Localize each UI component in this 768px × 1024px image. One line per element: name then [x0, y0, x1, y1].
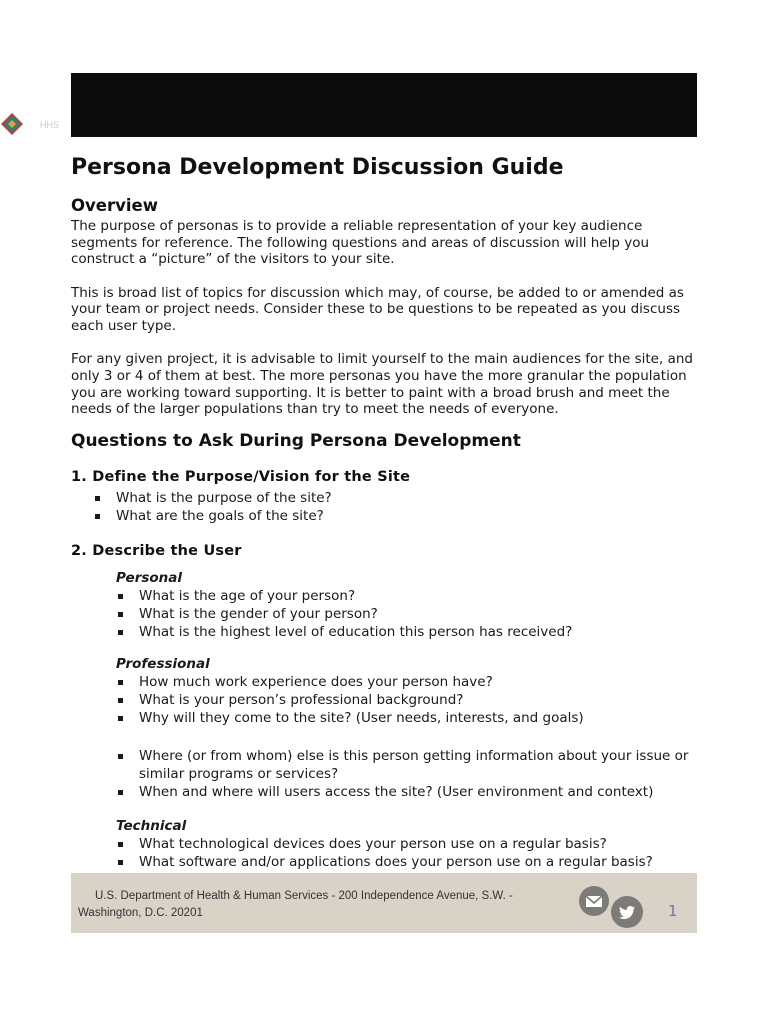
personal-label: Personal [116, 570, 183, 587]
overview-paragraph-2: This is broad list of topics for discussion which may, of course, be added to or amended as your team or project needs. Consider these to be questions to be repeated as you discuss each user type. [71, 284, 684, 335]
twitter-icon[interactable] [611, 896, 643, 928]
list-item: What are the goals of the site? [71, 507, 697, 525]
page-footer [71, 873, 697, 933]
list-item: How much work experience does your person have? [116, 673, 697, 691]
hhs-logo-icon [0, 112, 24, 136]
personal-group [116, 569, 697, 871]
list-item: What is the age of your person? [116, 587, 697, 605]
list-item: What technological devices does your person use on a regular basis? [116, 835, 697, 853]
list-item: What software and/or applications does your person use on a regular basis? [116, 853, 697, 871]
technical-label: Technical [116, 818, 187, 835]
footer-address: U.S. Department of Health & Human Services - 200 Independence Avenue, S.W. - Washington, D.C. 20201 [78, 890, 513, 919]
technical-list [116, 835, 697, 871]
document-body [71, 152, 697, 871]
personal-list [116, 587, 697, 641]
list-item: Where (or from whom) else is this person getting information about your issue or similar programs or services? [116, 747, 697, 783]
professional-list-continued [116, 747, 697, 801]
page-title: Persona Development Discussion Guide [71, 155, 564, 180]
professional-label: Professional [116, 656, 210, 673]
list-item: What is the gender of your person? [116, 605, 697, 623]
list-item: What is the purpose of the site? [71, 489, 697, 507]
list-item: When and where will users access the site? (User environment and context) [116, 783, 697, 801]
section-1-list [71, 489, 697, 525]
section-2-heading: 2. Describe the User [71, 543, 242, 560]
questions-heading: Questions to Ask During Persona Development [71, 431, 521, 452]
list-item: What is your person’s professional background? [116, 691, 697, 709]
list-item: What is the highest level of education this person has received? [116, 623, 697, 641]
overview-paragraph-3: For any given project, it is advisable to limit yourself to the main audiences for the site, and only 3 or 4 of them at best. The more personas you have the more granular the population you are working toward supporting. It is better to paint with a broad brush and meet the needs of the larger populations than try to meet the needs of everyone. [71, 351, 693, 418]
spacer [116, 727, 697, 747]
page-number: 1 [668, 902, 678, 920]
logo-text: HHS [40, 120, 60, 130]
email-icon[interactable] [579, 886, 609, 916]
overview-paragraph-1: The purpose of personas is to provide a reliable representation of your key audience segments for reference. The following questions and areas of discussion will help you construct a “picture” of the visitors to your site. [71, 218, 650, 268]
list-item: Why will they come to the site? (User needs, interests, and goals) [116, 709, 697, 727]
overview-heading: Overview [71, 196, 158, 215]
header-banner [71, 73, 697, 137]
section-1-heading: 1. Define the Purpose/Vision for the Site [71, 469, 411, 486]
professional-list [116, 673, 697, 727]
